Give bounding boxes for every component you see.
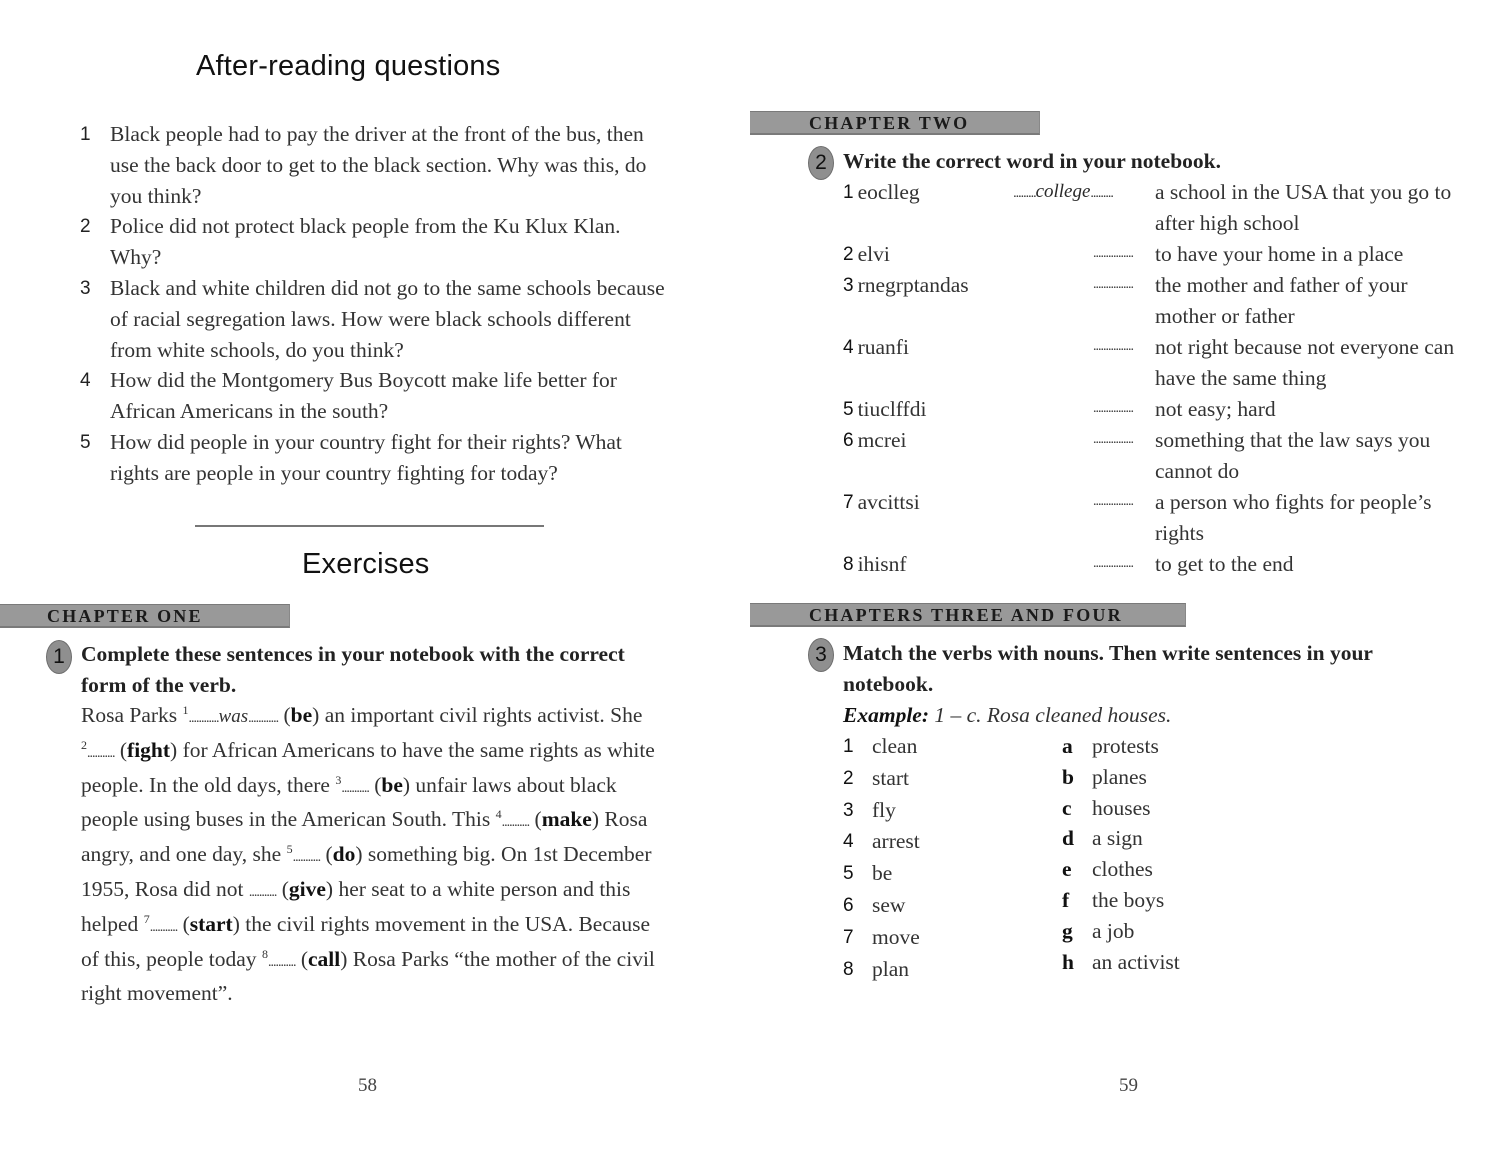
chapter-one-bar: CHAPTER ONE (0, 604, 290, 628)
verb-number: 3 (843, 799, 854, 821)
example-label: Example: (843, 703, 929, 727)
passage-text: ) an important civil rights activist. She (312, 703, 643, 727)
exercise-3-example (843, 700, 1171, 731)
question-number: 5 (80, 431, 91, 453)
verb-item (843, 826, 1043, 858)
blank-number: 3 (335, 772, 342, 787)
question-item (80, 365, 670, 427)
page-number-left: 58 (358, 1075, 377, 1096)
verb-cue: start (189, 911, 233, 936)
passage-text: ) something big. On 1st December 1955, Rosa did not (81, 842, 652, 901)
question-item (80, 211, 670, 273)
question-text: How did the Montgomery Bus Boycott make life better for African Americans in the south? (110, 368, 617, 424)
blank-number: 7 (143, 911, 150, 926)
verb-number: 7 (843, 926, 854, 948)
verb-item (843, 763, 1043, 795)
word-definition: to have your home in a place (1155, 241, 1404, 266)
noun-letter: g (1062, 918, 1073, 943)
blank-dots: ......... (1013, 186, 1036, 201)
noun-item (1062, 731, 1322, 762)
noun-letter: e (1062, 857, 1072, 882)
example-text: 1 – c. Rosa cleaned houses. (929, 703, 1172, 727)
jumbled-word: ihisnf (857, 551, 907, 576)
word-row (843, 332, 1463, 394)
sample-answer: college (1035, 181, 1091, 202)
word-list (843, 177, 1463, 580)
word-row (843, 425, 1463, 487)
question-number: 2 (80, 216, 91, 238)
noun-item (1062, 793, 1322, 824)
word-number: 2 (843, 243, 854, 265)
after-reading-heading: After-reading questions (196, 50, 501, 82)
question-number: 1 (80, 124, 91, 145)
chapters-three-four-bar: CHAPTERS THREE AND FOUR (750, 603, 1186, 627)
verb-number: 2 (843, 767, 854, 789)
verb-number: 6 (843, 894, 854, 916)
verb-number: 5 (843, 863, 854, 885)
answer-blank: ................ (1093, 432, 1133, 448)
verb-cue: give (288, 876, 326, 901)
passage-text: ) her seat to a white person and this helped (81, 876, 631, 936)
noun-letter: h (1062, 949, 1074, 974)
verb-item (843, 795, 1043, 827)
jumbled-word: rnegrptandas (857, 273, 969, 298)
blank-dots: ........... (248, 884, 277, 900)
passage-text: ) unfair laws about black people using buses in the American South. This (81, 772, 617, 832)
verb-cue: call (307, 946, 341, 971)
verb-text: sew (872, 892, 906, 917)
verb-text: move (872, 924, 920, 949)
noun-text: protests (1092, 734, 1159, 758)
jumbled-word: mcrei (857, 428, 907, 453)
word-definition: something that the law says you cannot do (1155, 428, 1431, 484)
verb-item (843, 731, 1043, 763)
question-text: Black people had to pay the driver at the front of the bus, then use the back door to get to the black section. Why was this, do you think? (110, 122, 647, 208)
question-item (80, 119, 670, 211)
verb-number: 8 (843, 958, 854, 980)
verb-item (843, 858, 1043, 890)
blank-dots: ........... (87, 745, 115, 761)
noun-text: a sign (1092, 826, 1143, 851)
verb-cue: fight (127, 737, 171, 762)
verb-cue: make (541, 807, 592, 832)
verb-number: 1 (843, 736, 854, 757)
question-text: How did people in your country fight for their rights? What rights are people in your country fighting for today? (110, 429, 622, 485)
verb-cue: be (290, 703, 313, 727)
jumbled-word: tiuclffdi (857, 396, 927, 421)
word-number: 7 (843, 491, 854, 513)
exercises-heading: Exercises (302, 548, 430, 580)
blank-dots: ......... (1090, 186, 1113, 201)
word-definition: a person who fights for people’s rights (1155, 489, 1432, 545)
word-row (843, 549, 1463, 581)
blank-number: 5 (286, 842, 293, 857)
verb-text: be (872, 861, 893, 886)
nouns-list (1062, 731, 1322, 977)
exercise-number-badge: 1 (46, 640, 72, 674)
question-text: Police did not protect black people from the Ku Klux Klan. Why? (110, 214, 621, 270)
blank-dots: ............ (248, 711, 279, 726)
exercise-number-badge: 2 (808, 146, 834, 180)
verb-text: start (872, 765, 910, 790)
blank-dots: ............ (188, 711, 219, 726)
passage-text: ) Rosa Parks “the mother of the civil right movement”. (81, 946, 655, 1006)
word-row (843, 270, 1463, 332)
noun-item (1062, 823, 1322, 854)
verb-text: clean (872, 734, 918, 758)
sample-answer: was (218, 706, 249, 727)
word-number: 1 (843, 182, 854, 203)
jumbled-word: ruanfi (857, 334, 909, 359)
noun-text: a job (1092, 918, 1135, 943)
noun-item (1062, 762, 1322, 793)
after-reading-questions (80, 119, 670, 489)
noun-item (1062, 854, 1322, 885)
word-definition: to get to the end (1155, 551, 1294, 576)
verb-cue: do (332, 842, 356, 867)
passage-text: ) for African Americans to have the same rights as white people. In the old days, there (81, 737, 655, 797)
word-number: 5 (843, 398, 854, 420)
chapter-two-bar: CHAPTER TWO (750, 111, 1040, 135)
blank-number: 2 (81, 737, 87, 752)
verbs-list (843, 731, 1043, 985)
section-divider (195, 525, 544, 527)
verb-text: fly (872, 797, 896, 822)
verb-cue: be (381, 772, 403, 797)
exercise-1-instruction: Complete these sentences in your notebook with the correct form of the verb. (81, 642, 625, 697)
exercise-number-badge: 3 (808, 638, 834, 672)
question-text: Black and white children did not go to the same schools because of racial segregation laws. How were black schools different from white schools, do you think? (110, 275, 665, 362)
noun-text: houses (1092, 795, 1151, 820)
noun-letter: a (1062, 734, 1073, 758)
noun-text: planes (1092, 764, 1147, 789)
blank-number: 1 (182, 702, 189, 717)
word-row (843, 394, 1463, 426)
jumbled-word: eoclleg (857, 180, 920, 204)
page-number-right: 59 (1119, 1075, 1138, 1096)
word-number: 4 (843, 336, 854, 358)
noun-text: clothes (1092, 857, 1153, 882)
question-item (80, 427, 670, 489)
passage-text: Rosa Parks (81, 703, 183, 727)
exercise-2-instruction: Write the correct word in your notebook. (843, 149, 1221, 173)
verb-text: plan (872, 956, 910, 981)
word-definition: not right because not everyone can have the same thing (1155, 334, 1455, 390)
noun-item (1062, 947, 1322, 978)
answer-blank: ................ (1093, 245, 1133, 261)
jumbled-word: avcittsi (857, 489, 920, 514)
blank-dots: ........... (501, 815, 530, 831)
answer-blank: ................ (1093, 277, 1133, 293)
answer-blank: ................ (1093, 400, 1133, 416)
blank-dots: ........... (149, 919, 178, 935)
exercise-1-passage: Rosa Parks $^1$............was............ (be) an important civil rights activist. She $^2$........... (fight) for African Americans to have the same rights as white people. In the old days, there $^3$........... (be) unfair laws about black people using buses in the American South. This $^4$........... (make) Rosa angry, and one day, she $^5$........... (do) something big. On 1st December 1955, Rosa did not ........... (give) her seat to a white person and this helped $^7$........... (start) the civil rights movement in the USA. Because of this, people today $^8$........... (call) Rosa Parks “the mother of the civil right movement”. (81, 702, 655, 1006)
verb-item (843, 954, 1043, 986)
noun-item (1062, 916, 1322, 947)
question-item (80, 273, 670, 365)
noun-text: an activist (1092, 949, 1180, 974)
blank-dots: ........... (292, 850, 321, 866)
noun-letter: f (1062, 887, 1070, 912)
word-number: 6 (843, 430, 854, 452)
answer-blank: ................ (1093, 493, 1133, 509)
answer-blank: ................ (1093, 338, 1133, 354)
noun-item (1062, 885, 1322, 916)
word-definition: a school in the USA that you go to after high school (1155, 180, 1452, 235)
blank-number: 4 (495, 807, 502, 822)
word-row (843, 239, 1463, 271)
verb-text: arrest (872, 829, 920, 854)
word-definition: not easy; hard (1155, 396, 1276, 421)
passage-text: ) the civil rights movement in the USA. Because of this, people today (81, 911, 651, 971)
verb-number: 4 (843, 831, 854, 853)
word-definition: the mother and father of your mother or father (1155, 273, 1408, 329)
noun-text: the boys (1092, 887, 1165, 912)
verb-item (843, 922, 1043, 954)
blank-number: 8 (261, 946, 268, 961)
question-number: 3 (80, 277, 91, 299)
sample-answer-row-1 (993, 177, 1133, 210)
verb-item (843, 890, 1043, 922)
word-row (843, 177, 1463, 239)
passage-text: ) Rosa angry, and one day, she (81, 807, 648, 867)
question-number: 4 (80, 370, 91, 392)
noun-letter: b (1062, 764, 1074, 789)
word-row (843, 487, 1463, 549)
noun-letter: d (1062, 826, 1074, 851)
word-number: 3 (843, 275, 854, 297)
answer-blank: ................ (1093, 555, 1133, 571)
blank-dots: ........... (341, 780, 369, 796)
blank-dots: ........... (267, 954, 296, 970)
exercise-3-instruction: Match the verbs with nouns. Then write sentences in your notebook. (843, 641, 1373, 696)
jumbled-word: elvi (857, 241, 890, 266)
noun-letter: c (1062, 795, 1072, 820)
word-number: 8 (843, 553, 854, 575)
